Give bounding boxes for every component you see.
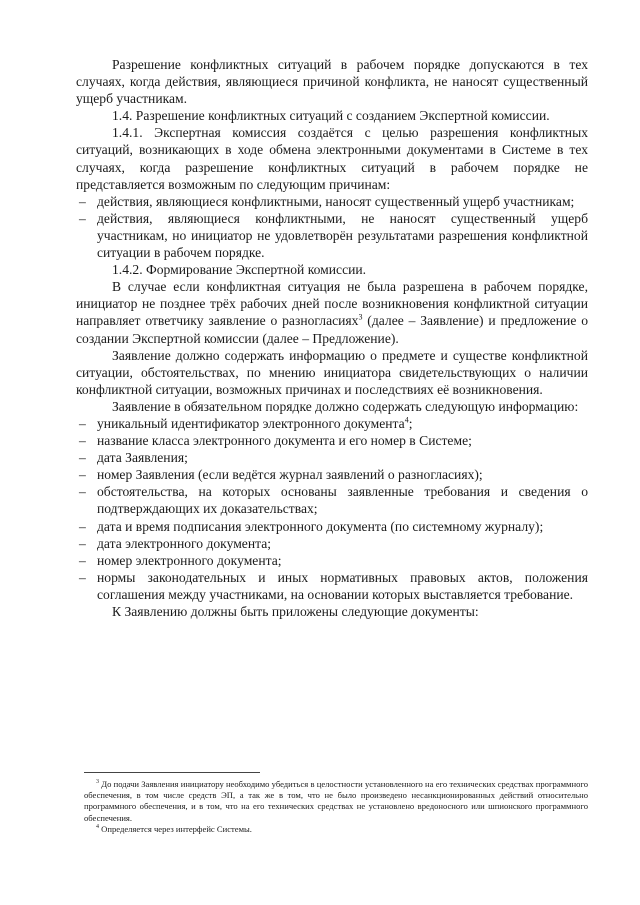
paragraph-1-4-1: 1.4.1. Экспертная комиссия создаётся с целью разрешения конфликтных ситуаций, возникающих в ходе обмена электронными документами в Системе в тех случаях, когда разрешение конфликтных ситуаций в рабочем порядке не представляется возможным по следующим причинам: bbox=[76, 125, 588, 192]
footnotes bbox=[84, 779, 588, 835]
footnote-text: Определяется через интерфейс Системы. bbox=[99, 823, 252, 834]
footnote-3 bbox=[84, 779, 588, 824]
list-item: – действия, являющиеся конфликтными, не наносят существенный ущерб участникам, но инициатор не удовлетворён результатами разрешения конфликтной ситуации в рабочем порядке. bbox=[76, 210, 588, 261]
list-item: – действия, являющиеся конфликтными, наносят существенный ущерб участникам; bbox=[76, 193, 588, 210]
list-item: – дата электронного документа; bbox=[76, 535, 588, 552]
footnote-4 bbox=[84, 824, 588, 835]
paragraph-attachments: К Заявлению должны быть приложены следующие документы: bbox=[112, 604, 479, 619]
list-item bbox=[76, 415, 588, 432]
reasons-list bbox=[76, 193, 588, 261]
list-item: – название класса электронного документа и его номер в Системе; bbox=[76, 432, 588, 449]
footnote-separator bbox=[84, 772, 260, 773]
paragraph-case-text-a: В случае если конфликтная ситуация не была разрешена в рабочем порядке, инициатор не позднее трёх рабочих дней после возникновения конфликтной ситуации направляет ответчику заявление о разногласиях bbox=[76, 279, 588, 329]
paragraph-statement: Заявление должно содержать информацию о предмете и существе конфликтной ситуации, обстоятельствах, по мнению инициатора свидетельствующих о наличии конфликтной ситуации, возможных причинах и последствиях её возникновения. bbox=[76, 347, 588, 397]
list-item-text: уникальный идентификатор электронного документа bbox=[97, 415, 405, 431]
section-heading-1-4-2: 1.4.2. Формирование Экспертной комиссии. bbox=[112, 262, 367, 278]
footnote-mark: 4 bbox=[96, 823, 99, 830]
list-item: – номер Заявления (если ведётся журнал заявлений о разногласиях); bbox=[76, 466, 588, 483]
footnote-ref-4: 4 bbox=[404, 415, 409, 425]
footnote-text: До подачи Заявления инициатору необходимо убедиться в целостности установленного на его технических средствах программного обеспечения, в том числе средств ЭП, а так же в том, что не было произведено несанкционированных действий относительно программного обеспечения, и в том, что на его технических средствах не установлено вредоносного или шпионского программного обеспечения. bbox=[84, 779, 588, 823]
list-item: – дата Заявления; bbox=[76, 449, 588, 466]
paragraph-intro: Разрешение конфликтных ситуаций в рабочем порядке допускаются в тех случаях, когда действия, являющиеся причиной конфликта, не наносят существенный ущерб участникам. bbox=[76, 57, 588, 107]
list-item: – нормы законодательных и иных нормативных правовых актов, положения соглашения между участниками, на основании которых выставляется требование. bbox=[76, 569, 588, 603]
section-heading-1-4: 1.4. Разрешение конфликтных ситуаций с созданием Экспертной комиссии. bbox=[112, 108, 550, 124]
paragraph-required-info: Заявление в обязательном порядке должно содержать следующую информацию: bbox=[112, 398, 579, 414]
paragraph-case-text-b: (далее – Заявление) и предложение о создании Экспертной комиссии (далее – Предложение). bbox=[76, 313, 588, 346]
list-item: – дата и время подписания электронного документа (по системному журналу); bbox=[76, 518, 588, 535]
list-item-end: ; bbox=[408, 415, 413, 431]
paragraph-case bbox=[76, 278, 588, 346]
footnote-mark: 3 bbox=[96, 779, 99, 786]
required-info-list bbox=[76, 415, 588, 603]
footnote-ref-3: 3 bbox=[358, 312, 363, 322]
list-item: – обстоятельства, на которых основаны заявленные требования и сведения о подтверждающих их доказательствах; bbox=[76, 483, 588, 517]
list-item: – номер электронного документа; bbox=[76, 552, 588, 569]
document-body bbox=[76, 56, 588, 620]
